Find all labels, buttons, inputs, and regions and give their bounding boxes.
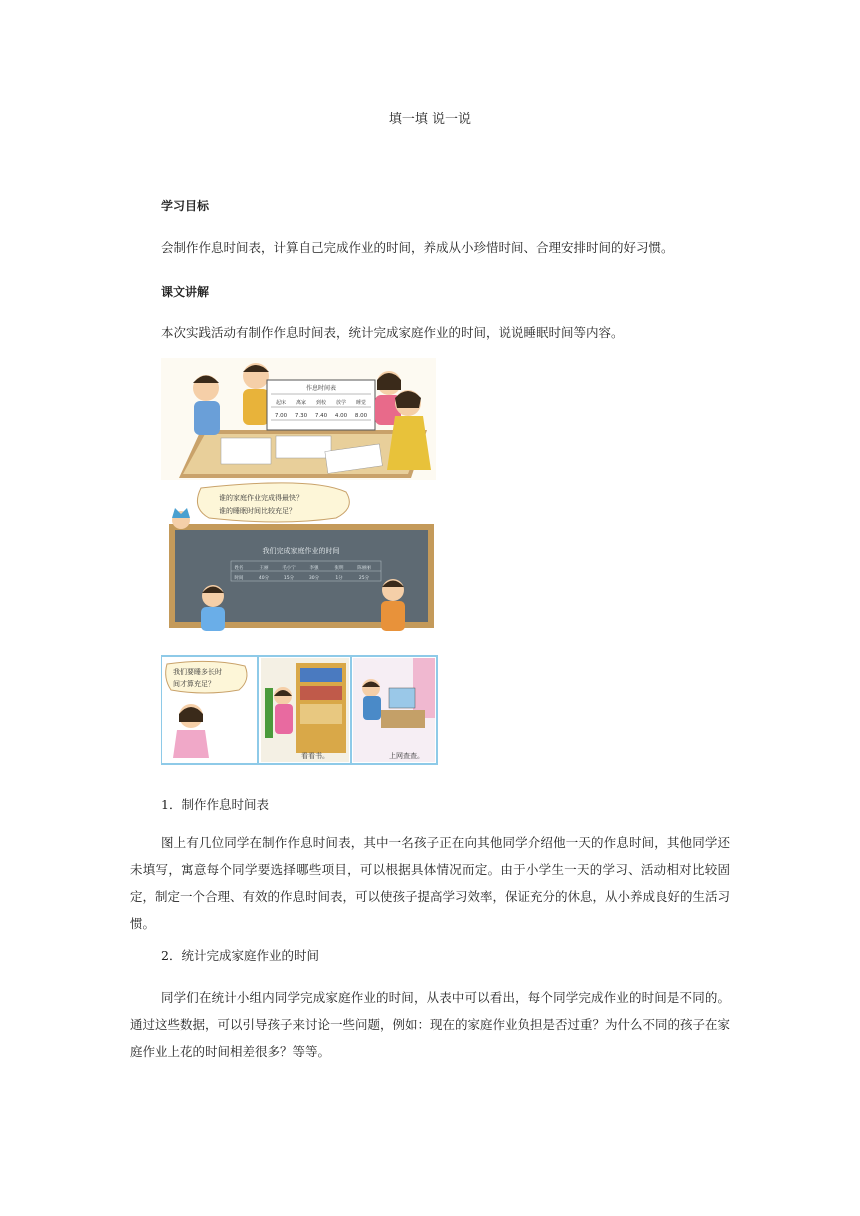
svg-text:上网查查。: 上网查查。 <box>389 752 424 760</box>
schedule-scene-panel <box>161 358 436 480</box>
svg-text:我们要睡多长时: 我们要睡多长时 <box>173 668 222 676</box>
schedule-header-cell: 起床 <box>275 400 287 406</box>
svg-text:看看书。: 看看书。 <box>301 752 329 760</box>
explanation-text: 本次实践活动有制作作息时间表，统计完成家庭作业的时间，说说睡眠时间等内容。 <box>161 325 624 340</box>
speech-bubble-1 <box>197 483 349 522</box>
board-title: 我们完成家庭作业的时间 <box>262 547 340 555</box>
plant <box>265 688 273 738</box>
board-name-cell: 毛小宁 <box>282 566 296 571</box>
computer-monitor <box>389 688 415 708</box>
board-time-cell: 40分 <box>258 576 270 581</box>
item2-body: 同学们在统计小组内同学完成家庭作业的时间，从表中可以看出，每个同学完成作业的时间是不同的。通过这些数据，可以引导孩子来讨论一些问题，例如：现在的家庭作业负担是否过重？为什么不同的孩子在家庭作业上花的时间相差很多？等等。 <box>130 990 731 1059</box>
svg-text:谁的家庭作业完成得最快？: 谁的家庭作业完成得最快？ <box>219 494 303 502</box>
board-name-cell: 李强 <box>309 566 319 571</box>
schedule-header-cell: 睡觉 <box>355 400 367 406</box>
schedule-header-cell: 离家 <box>295 400 307 406</box>
board-name-cell: 张明 <box>334 566 344 571</box>
schedule-header-cell: 放学 <box>335 400 347 406</box>
lesson-illustration <box>161 358 441 768</box>
board-name-cell: 姓名 <box>234 566 244 571</box>
board-time-cell: 15分 <box>283 576 295 581</box>
item2-title: 2．统计完成家庭作业的时间 <box>161 948 319 963</box>
schedule-time-cell: 7.00 <box>274 413 288 419</box>
section-heading-goals: 学习目标 <box>161 199 210 213</box>
schedule-time-cell: 8.00 <box>354 413 368 419</box>
board-name-cell: 王丽 <box>259 566 269 571</box>
schedule-time-cell: 4.00 <box>334 413 348 419</box>
board-time-cell: 25分 <box>358 576 370 581</box>
svg-text:间才算充足？: 间才算充足？ <box>173 680 215 688</box>
board-time-cell: 1分 <box>335 576 343 581</box>
boy-center-body <box>243 389 269 425</box>
blackboard-panel <box>161 483 436 638</box>
goals-text: 会制作作息时间表，计算自己完成作业的时间，养成从小珍惜时间、合理安排时间的好习惯。 <box>161 240 674 255</box>
item1-title: 1．制作作息时间表 <box>161 797 269 812</box>
schedule-time-cell: 7.40 <box>314 413 328 419</box>
section-heading-explanation: 课文讲解 <box>161 285 210 299</box>
boy-left-body <box>194 401 220 435</box>
svg-text:谁的睡眠时间比较充足？: 谁的睡眠时间比较充足？ <box>219 507 296 515</box>
page-title: 填一填 说一说 <box>388 112 472 127</box>
board-name-cell: 陈丽丽 <box>357 566 371 571</box>
board-time-cell: 时间 <box>234 576 244 581</box>
schedule-title: 作息时间表 <box>305 385 337 392</box>
speech-bubble-2 <box>166 661 247 693</box>
board-time-cell: 30分 <box>308 576 320 581</box>
schedule-header-cell: 到校 <box>315 400 327 406</box>
item1-body: 图上有几位同学在制作作息时间表，其中一名孩子正在向其他同学介绍他一天的作息时间，其他同学还未填写，寓意每个同学要选择哪些项目，可以根据具体情况而定。由于小学生一天的学习、活动相对比较固定，制定一个合理、有效的作息时间表，可以使孩子提高学习效率，保证充分的休息，从小养成良好的生活习惯。 <box>130 835 731 931</box>
schedule-time-cell: 7.30 <box>294 413 308 419</box>
sleep-question-panel <box>161 656 437 764</box>
